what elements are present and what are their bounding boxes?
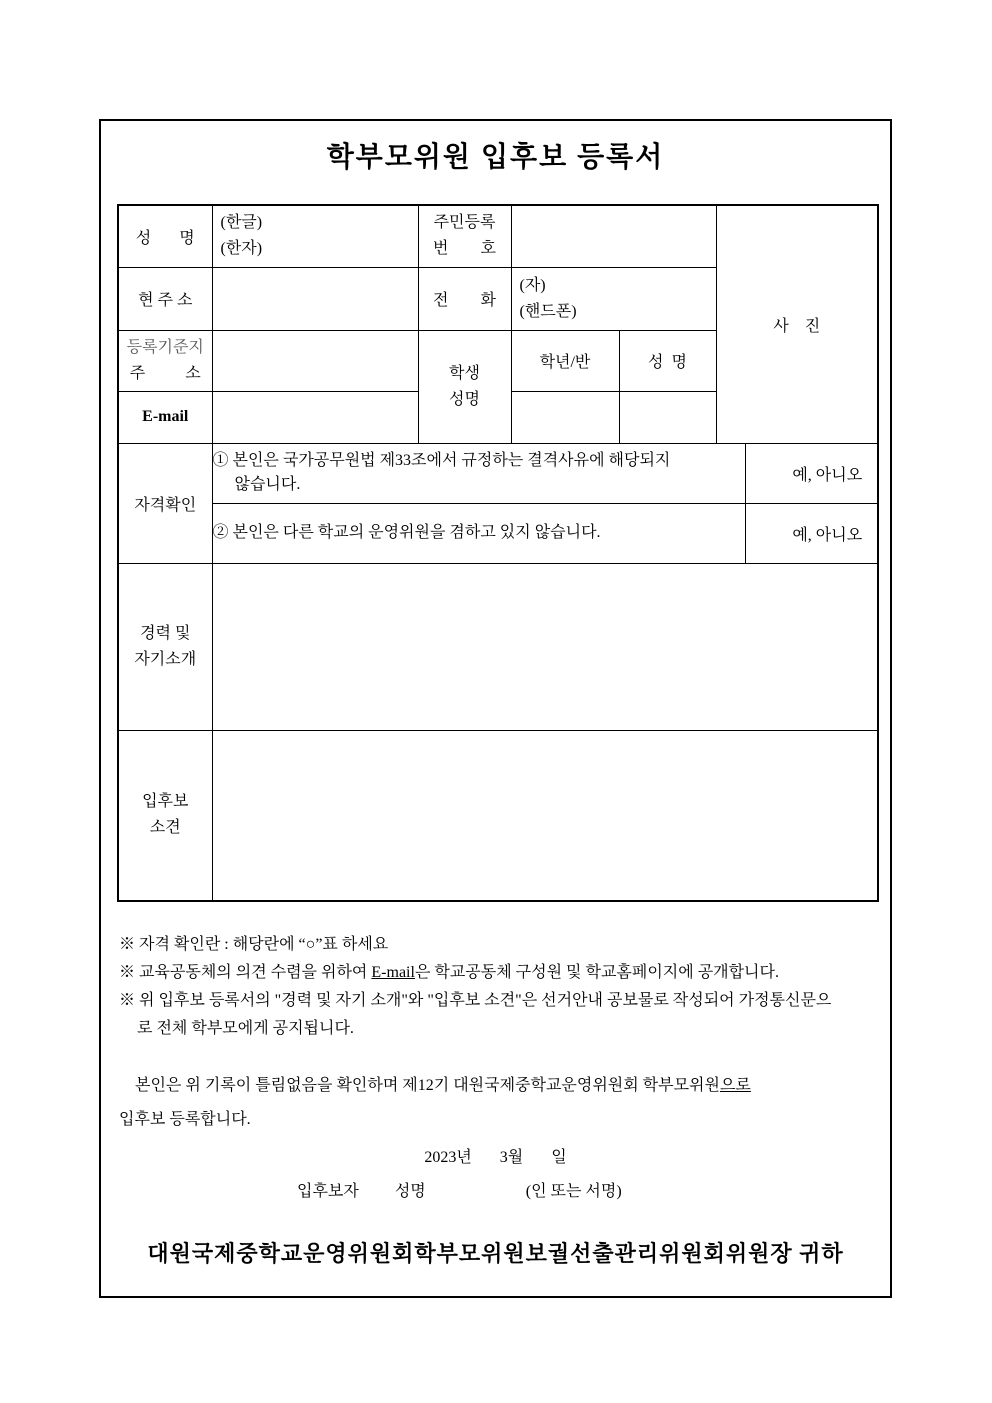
row-qualification-1	[118, 443, 878, 503]
email-input-cell[interactable]	[212, 391, 418, 443]
qualification-item2-line1: ② 본인은 다른 학교의 운영위원을 겸하고 있지 않습니다.	[212, 524, 601, 541]
notes-section	[101, 931, 890, 1043]
phone-input-cell[interactable]	[511, 267, 716, 330]
registration-form-table	[117, 204, 879, 902]
qualification-item1-line2: 않습니다.	[234, 476, 301, 493]
student-name-header-cell	[418, 330, 511, 443]
opinion-label-cell	[118, 730, 212, 901]
resident-no-label-cell	[418, 205, 511, 267]
note-email-disclosure	[119, 959, 878, 987]
qualification-answer1-cell[interactable]	[745, 443, 878, 503]
name-hint-hangul: (한글)	[220, 214, 263, 232]
student-name-input-cell[interactable]	[619, 391, 716, 443]
name-hint-hanja: (한자)	[220, 240, 263, 258]
current-address-label: 현 주 소	[138, 292, 193, 309]
note-email-underlined: E-mail	[371, 964, 415, 981]
qualification-label: 자격확인	[134, 496, 197, 514]
name-label-cell	[118, 205, 212, 267]
row-qualification-2	[118, 503, 878, 563]
current-address-input-cell[interactable]	[212, 267, 418, 330]
career-label-line1: 경력 및	[140, 624, 191, 642]
resident-no-label-line2: 번 호	[433, 240, 496, 258]
note-publication-line1: ※ 위 입후보 등록서의 "경력 및 자기 소개"와 "입후보 소견"은 선거안내 공보물로 작성되어 가정통신문으	[119, 992, 832, 1009]
qualification-item1-line1: ① 본인은 국가공무원법 제33조에서 규정하는 결격사유에 해당되지	[212, 452, 671, 469]
registered-address-input-cell[interactable]	[212, 330, 418, 391]
opinion-label-line1: 입후보	[142, 793, 189, 811]
email-label-cell	[118, 391, 212, 443]
career-label-line2: 자기소개	[134, 650, 197, 668]
registered-address-label-line1: 등록기준지	[126, 338, 204, 356]
current-address-label-cell	[118, 267, 212, 330]
declaration-paragraph	[101, 1069, 890, 1137]
email-label: E-mail	[142, 408, 189, 425]
declaration-line2: 입후보 등록합니다.	[119, 1111, 251, 1128]
phone-label: 전 화	[433, 292, 496, 309]
photo-label: 사 진	[773, 317, 821, 335]
note-email-suffix: 은 학교공동체 구성원 및 학교홈페이지에 공개합니다.	[414, 964, 779, 981]
qualification-label-cell	[118, 443, 212, 563]
note-email-prefix: ※ 교육공동체의 의견 수렴을 위하여	[119, 964, 372, 981]
signature-line: 입후보자 성명 (인 또는 서명)	[297, 1183, 622, 1200]
row-opinion	[118, 730, 878, 901]
registered-address-label-cell	[118, 330, 212, 391]
qualification-item1-cell	[212, 443, 745, 503]
qualification-answer2: 예, 아니오	[792, 526, 863, 544]
date-line: 2023년 3월 일	[424, 1149, 567, 1166]
qualification-item2-cell	[212, 503, 745, 563]
declaration-line1	[119, 1069, 872, 1103]
student-header-line1: 학생	[449, 364, 480, 382]
declaration-line1-underlined: 으로	[719, 1077, 751, 1094]
grade-class-header-cell	[511, 330, 619, 391]
qualification-answer1: 예, 아니오	[792, 466, 863, 484]
student-name-label-cell	[619, 330, 716, 391]
addressee-line: 대원국제중학교운영위원회학부모위원보궐선출관리위원회위원장 귀하	[147, 1241, 844, 1266]
phone-hint-home: (자)	[519, 276, 546, 294]
note-publication-line2: 로 전체 학부모에게 공지됩니다.	[137, 1020, 354, 1037]
resident-no-label-line1: 주민등록	[433, 214, 496, 232]
name-label: 성 명	[135, 229, 195, 247]
declaration-line1-text: 본인은 위 기록이 틀림없음을 확인하며 제12기 대원국제중학교운영위원회 학부모위원	[135, 1077, 720, 1094]
grade-class-label: 학년/반	[539, 354, 591, 371]
page-title: 학부모위원 입후보 등록서	[326, 142, 665, 173]
photo-box-cell[interactable]	[716, 205, 878, 443]
grade-class-input-cell[interactable]	[511, 391, 619, 443]
row-name	[118, 205, 878, 267]
row-career	[118, 563, 878, 730]
student-name-label: 성 명	[648, 354, 687, 371]
opinion-input-cell[interactable]	[212, 730, 878, 901]
note-qualification-mark: ※ 자격 확인란 : 해당란에 “○”표 하세요	[119, 936, 389, 953]
resident-no-input-cell[interactable]	[511, 205, 716, 267]
career-input-cell[interactable]	[212, 563, 878, 730]
page-border	[99, 119, 892, 1298]
phone-label-cell	[418, 267, 511, 330]
opinion-label-line2: 소견	[149, 819, 181, 837]
qualification-answer2-cell[interactable]	[745, 503, 878, 563]
student-header-line2: 성명	[449, 390, 480, 408]
phone-hint-mobile: (핸드폰)	[519, 302, 577, 320]
registered-address-label-line2: 주 소	[129, 364, 201, 382]
name-input-cell[interactable]	[212, 205, 418, 267]
career-label-cell	[118, 563, 212, 730]
